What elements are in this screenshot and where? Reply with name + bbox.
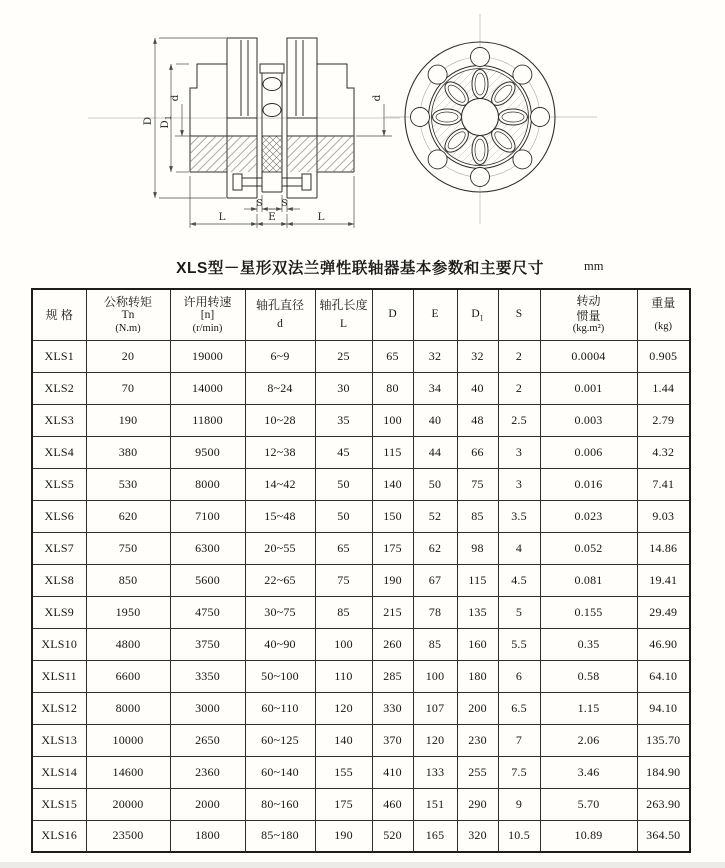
page-bottom-edge [0,862,725,868]
value-cell: 62 [413,532,457,564]
value-cell: 19000 [170,340,245,372]
value-cell: 80~160 [245,788,315,820]
value-cell: 151 [413,788,457,820]
value-cell: 150 [372,500,413,532]
spec-model-cell: XLS8 [32,564,86,596]
value-cell: 14000 [170,372,245,404]
value-cell: 8000 [170,468,245,500]
value-cell: 5600 [170,564,245,596]
value-cell: 380 [86,436,170,468]
value-cell: 10.89 [540,820,637,852]
value-cell: 180 [457,660,498,692]
value-cell: 3 [498,436,540,468]
value-cell: 10~28 [245,404,315,436]
spec-model-cell: XLS12 [32,692,86,724]
value-cell: 48 [457,404,498,436]
value-cell: 32 [457,340,498,372]
value-cell: 7 [498,724,540,756]
value-cell: 29.49 [637,596,690,628]
spec-model-cell: XLS15 [32,788,86,820]
col-header-D: D [372,289,413,340]
value-cell: 4.5 [498,564,540,596]
value-cell: 50 [315,468,372,500]
value-cell: 85~180 [245,820,315,852]
value-cell: 12~38 [245,436,315,468]
value-cell: 85 [315,596,372,628]
value-cell: 11800 [170,404,245,436]
dim-label-d-right: d [371,94,383,102]
value-cell: 9500 [170,436,245,468]
value-cell: 115 [372,436,413,468]
value-cell: 1.44 [637,372,690,404]
value-cell: 0.006 [540,436,637,468]
value-cell: 85 [457,500,498,532]
value-cell: 165 [413,820,457,852]
value-cell: 263.90 [637,788,690,820]
table-row [32,820,690,852]
value-cell: 40~90 [245,628,315,660]
value-cell: 120 [315,692,372,724]
value-cell: 2.5 [498,404,540,436]
value-cell: 60~125 [245,724,315,756]
section-hatch [190,136,354,172]
spec-model-cell: XLS10 [32,628,86,660]
spec-table-header [32,289,690,340]
value-cell: 19.41 [637,564,690,596]
value-cell: 94.10 [637,692,690,724]
table-row [32,724,690,756]
col-header-inertia: 转动 惯量 (kg.m²) [540,289,637,340]
value-cell: 135.70 [637,724,690,756]
value-cell: 80 [372,372,413,404]
value-cell: 1950 [86,596,170,628]
value-cell: 9 [498,788,540,820]
value-cell: 135 [457,596,498,628]
value-cell: 75 [457,468,498,500]
value-cell: 20~55 [245,532,315,564]
value-cell: 5 [498,596,540,628]
value-cell: 25 [315,340,372,372]
table-row [32,340,690,372]
value-cell: 120 [413,724,457,756]
value-cell: 5.5 [498,628,540,660]
value-cell: 160 [457,628,498,660]
table-row [32,436,690,468]
value-cell: 14.86 [637,532,690,564]
value-cell: 0.052 [540,532,637,564]
spec-model-cell: XLS16 [32,820,86,852]
value-cell: 30 [315,372,372,404]
value-cell: 215 [372,596,413,628]
value-cell: 3.5 [498,500,540,532]
value-cell: 2.79 [637,404,690,436]
value-cell: 75 [315,564,372,596]
value-cell: 320 [457,820,498,852]
value-cell: 66 [457,436,498,468]
value-cell: 65 [315,532,372,564]
dim-label-D1: $D_1$ [159,115,173,129]
dim-label-L-left: L [218,211,226,223]
value-cell: 175 [372,532,413,564]
value-cell: 98 [457,532,498,564]
value-cell: 64.10 [637,660,690,692]
value-cell: 0.0004 [540,340,637,372]
value-cell: 5.70 [540,788,637,820]
value-cell: 23500 [86,820,170,852]
col-header-weight: 重量 (kg) [637,289,690,340]
value-cell: 2.06 [540,724,637,756]
dim-label-E: E [268,211,276,223]
col-header-S: S [498,289,540,340]
value-cell: 22~65 [245,564,315,596]
value-cell: 285 [372,660,413,692]
value-cell: 1800 [170,820,245,852]
value-cell: 140 [315,724,372,756]
value-cell: 50 [315,500,372,532]
spec-model-cell: XLS4 [32,436,86,468]
value-cell: 2 [498,340,540,372]
value-cell: 32 [413,340,457,372]
value-cell: 10.5 [498,820,540,852]
value-cell: 6~9 [245,340,315,372]
table-row [32,596,690,628]
value-cell: 290 [457,788,498,820]
value-cell: 100 [315,628,372,660]
value-cell: 850 [86,564,170,596]
value-cell: 3 [498,468,540,500]
value-cell: 175 [315,788,372,820]
value-cell: 8~24 [245,372,315,404]
value-cell: 0.35 [540,628,637,660]
value-cell: 4800 [86,628,170,660]
value-cell: 3000 [170,692,245,724]
value-cell: 65 [372,340,413,372]
value-cell: 155 [315,756,372,788]
value-cell: 10000 [86,724,170,756]
col-header-D1: $D_1$ [457,289,498,340]
value-cell: 40 [457,372,498,404]
value-cell: 6 [498,660,540,692]
spec-model-cell: XLS13 [32,724,86,756]
value-cell: 78 [413,596,457,628]
table-row [32,564,690,596]
dim-label-S-left: S [256,199,263,209]
value-cell: 2 [498,372,540,404]
col-header-spec: 规 格 [32,289,86,340]
value-cell: 70 [86,372,170,404]
technical-drawing [0,0,725,252]
value-cell: 3.46 [540,756,637,788]
value-cell: 34 [413,372,457,404]
value-cell: 230 [457,724,498,756]
value-cell: 140 [372,468,413,500]
col-header-E: E [413,289,457,340]
value-cell: 45 [315,436,372,468]
value-cell: 4750 [170,596,245,628]
value-cell: 3350 [170,660,245,692]
value-cell: 50~100 [245,660,315,692]
value-cell: 46.90 [637,628,690,660]
value-cell: 200 [457,692,498,724]
dim-label-L-right: L [317,211,325,223]
value-cell: 0.016 [540,468,637,500]
value-cell: 260 [372,628,413,660]
dim-label-D: D [142,116,154,126]
value-cell: 14600 [86,756,170,788]
unit-label: mm [584,259,604,273]
spec-model-cell: XLS6 [32,500,86,532]
value-cell: 20 [86,340,170,372]
value-cell: 330 [372,692,413,724]
value-cell: 620 [86,500,170,532]
value-cell: 110 [315,660,372,692]
value-cell: 2000 [170,788,245,820]
value-cell: 9.03 [637,500,690,532]
value-cell: 52 [413,500,457,532]
spec-table-body [32,340,690,852]
value-cell: 100 [413,660,457,692]
value-cell: 4 [498,532,540,564]
value-cell: 7.5 [498,756,540,788]
value-cell: 190 [372,564,413,596]
col-header-torque: 公称转矩 Tn (N.m) [86,289,170,340]
value-cell: 410 [372,756,413,788]
value-cell: 7100 [170,500,245,532]
value-cell: 85 [413,628,457,660]
value-cell: 50 [413,468,457,500]
value-cell: 15~48 [245,500,315,532]
spec-model-cell: XLS9 [32,596,86,628]
value-cell: 0.001 [540,372,637,404]
col-header-bore-diameter: 轴孔直径 d [245,289,315,340]
spec-model-cell: XLS11 [32,660,86,692]
spec-model-cell: XLS7 [32,532,86,564]
value-cell: 3750 [170,628,245,660]
spec-model-cell: XLS1 [32,340,86,372]
bore-circle [462,99,499,136]
value-cell: 4.32 [637,436,690,468]
value-cell: 60~110 [245,692,315,724]
value-cell: 0.003 [540,404,637,436]
dim-label-S-right: S [281,199,288,209]
value-cell: 67 [413,564,457,596]
table-row [32,628,690,660]
side-view [88,38,400,228]
table-row [32,756,690,788]
value-cell: 6300 [170,532,245,564]
value-cell: 133 [413,756,457,788]
col-header-bore-length: 轴孔长度 L [315,289,372,340]
value-cell: 60~140 [245,756,315,788]
value-cell: 44 [413,436,457,468]
dimension-lines [155,38,392,228]
table-row [32,372,690,404]
spec-model-cell: XLS2 [32,372,86,404]
spec-model-cell: XLS14 [32,756,86,788]
value-cell: 100 [372,404,413,436]
table-row [32,692,690,724]
table-row [32,468,690,500]
col-header-speed: 许用转速 [n] (r/min) [170,289,245,340]
table-row [32,500,690,532]
table-row [32,532,690,564]
value-cell: 14~42 [245,468,315,500]
table-row [32,788,690,820]
value-cell: 115 [457,564,498,596]
value-cell: 0.58 [540,660,637,692]
value-cell: 2360 [170,756,245,788]
table-row [32,404,690,436]
value-cell: 6600 [86,660,170,692]
value-cell: 0.081 [540,564,637,596]
value-cell: 20000 [86,788,170,820]
spec-model-cell: XLS3 [32,404,86,436]
value-cell: 184.90 [637,756,690,788]
value-cell: 40 [413,404,457,436]
value-cell: 107 [413,692,457,724]
value-cell: 370 [372,724,413,756]
value-cell: 750 [86,532,170,564]
value-cell: 30~75 [245,596,315,628]
value-cell: 0.023 [540,500,637,532]
spec-table [31,288,691,853]
value-cell: 1.15 [540,692,637,724]
value-cell: 190 [315,820,372,852]
dim-label-d-left: d [169,94,181,102]
value-cell: 0.905 [637,340,690,372]
value-cell: 520 [372,820,413,852]
value-cell: 460 [372,788,413,820]
value-cell: 0.155 [540,596,637,628]
value-cell: 2650 [170,724,245,756]
front-view [383,14,597,224]
page-title: XLS型－星形双法兰弹性联轴器基本参数和主要尺寸 [176,260,544,277]
value-cell: 530 [86,468,170,500]
value-cell: 255 [457,756,498,788]
value-cell: 190 [86,404,170,436]
value-cell: 8000 [86,692,170,724]
value-cell: 364.50 [637,820,690,852]
value-cell: 7.41 [637,468,690,500]
value-cell: 6.5 [498,692,540,724]
spec-model-cell: XLS5 [32,468,86,500]
value-cell: 35 [315,404,372,436]
table-row [32,660,690,692]
